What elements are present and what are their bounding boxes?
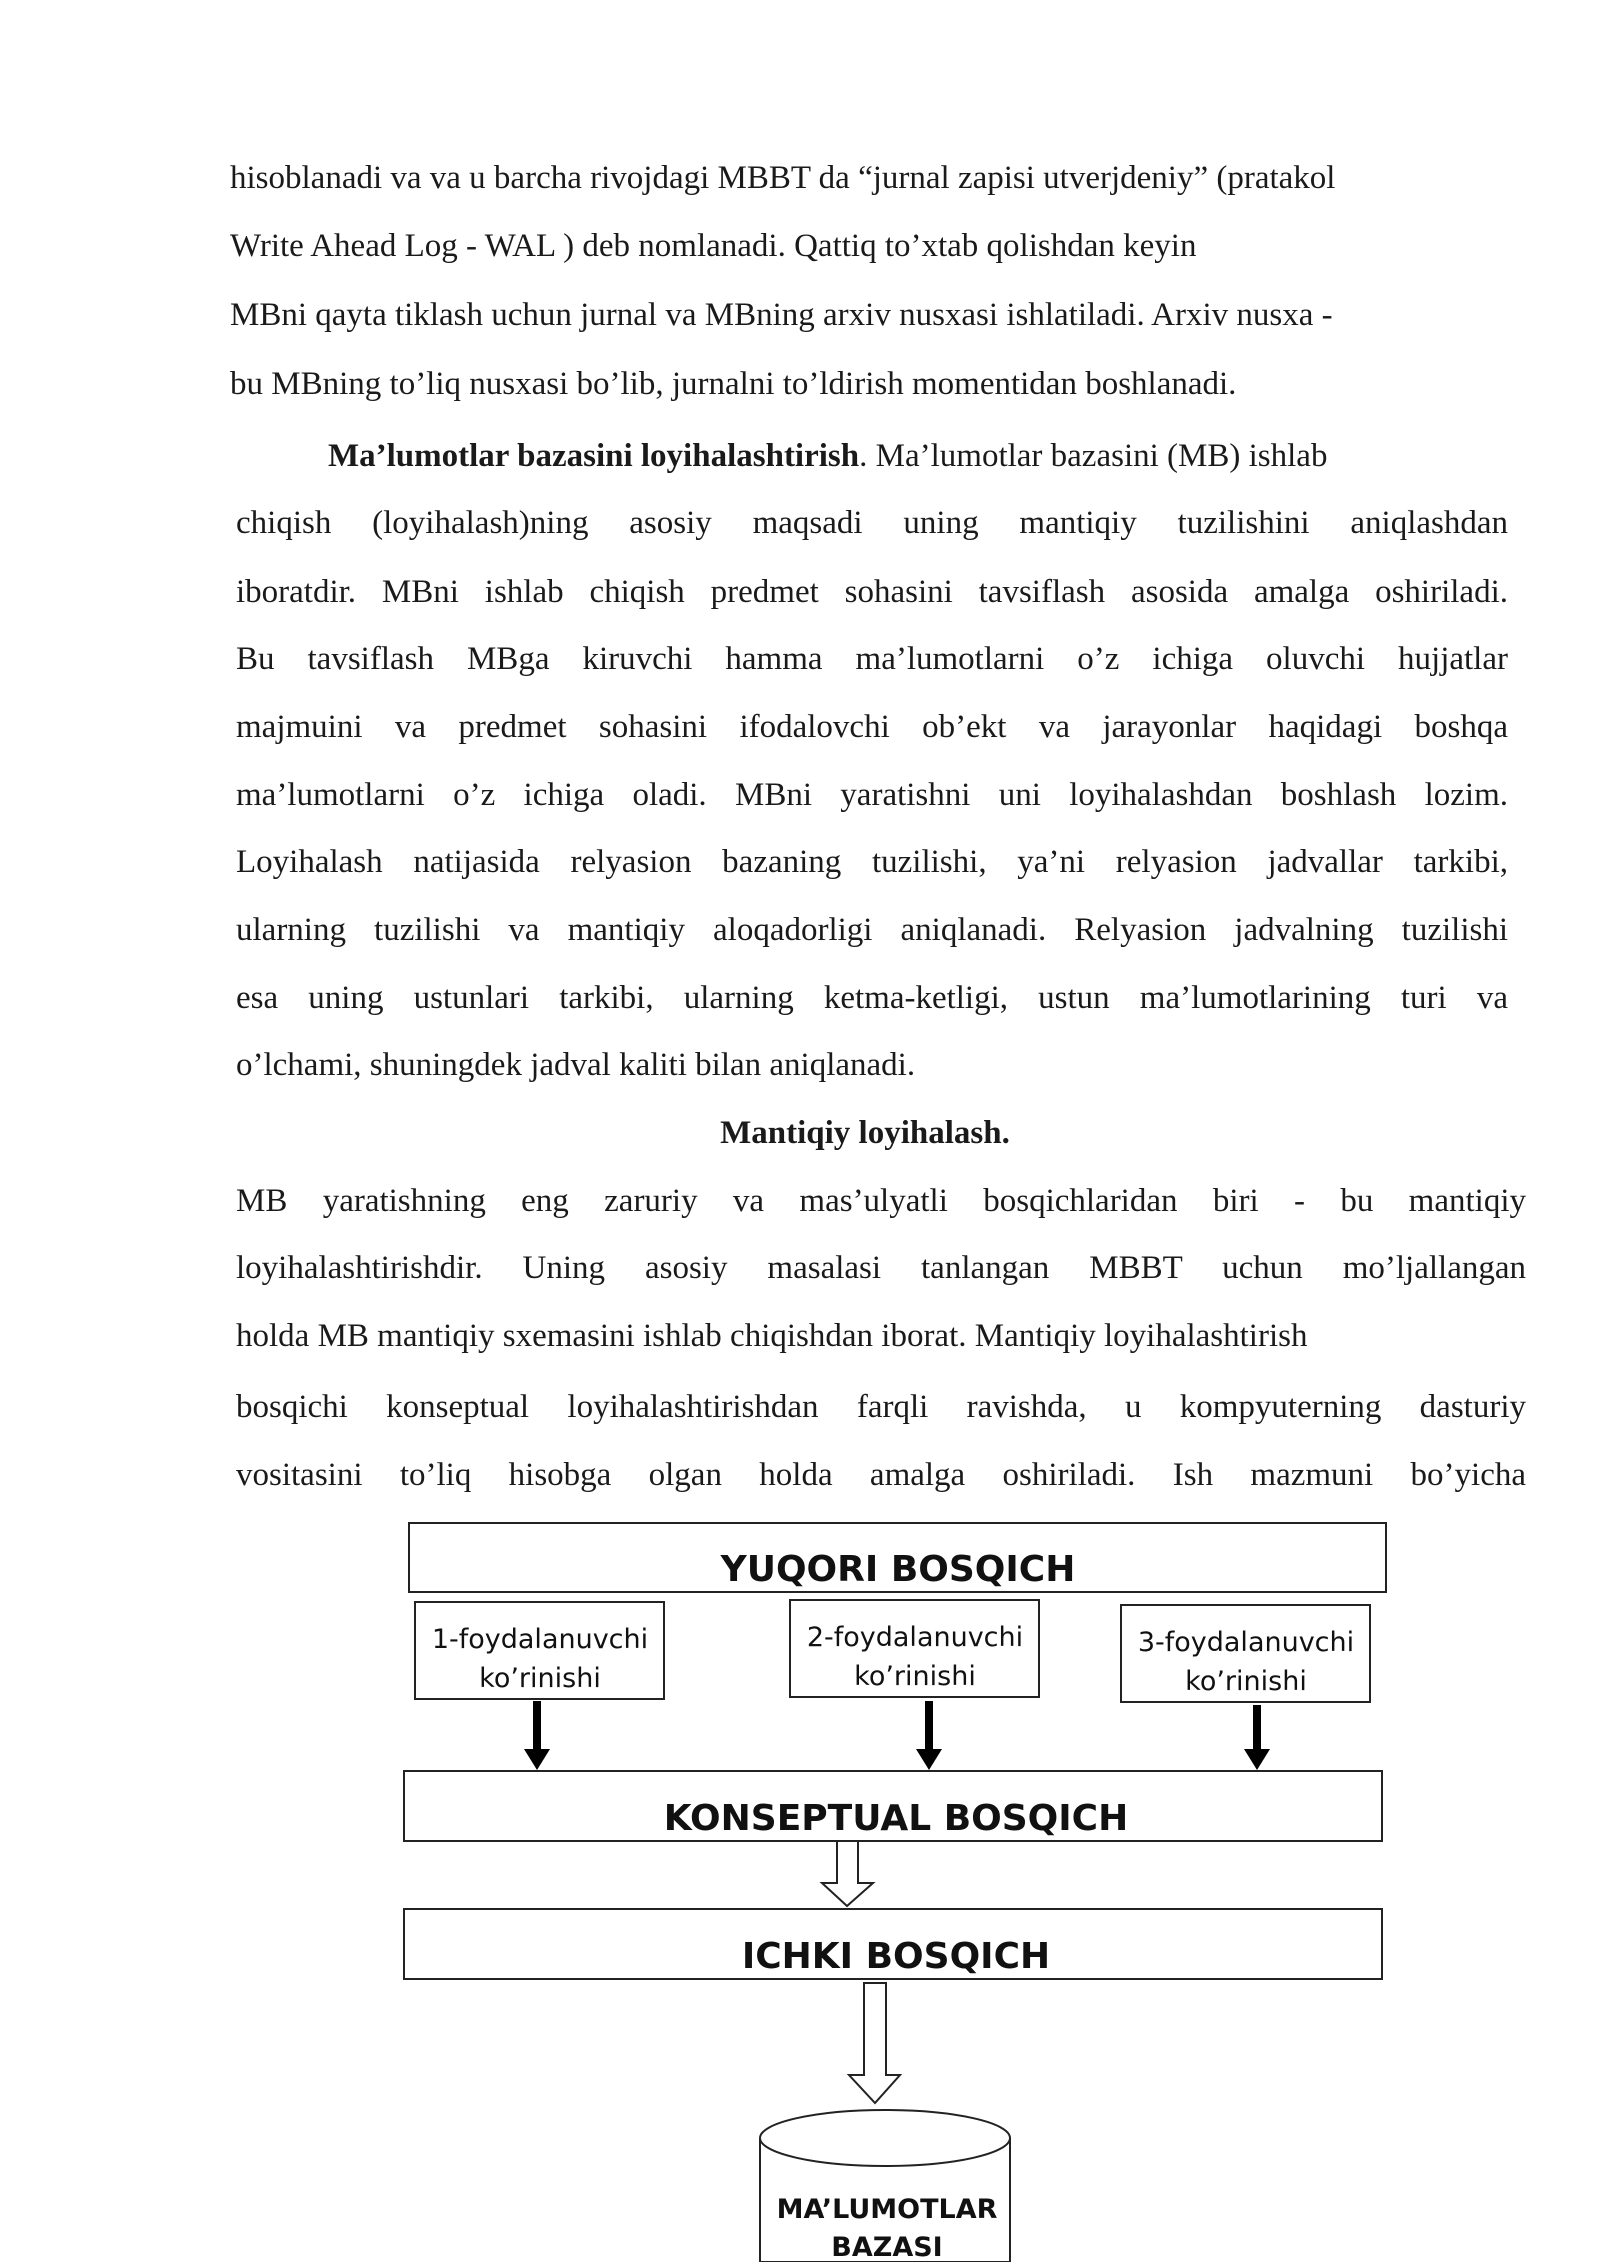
user-view-label: ko’rinishi: [1185, 1666, 1307, 1697]
text-line: bu MBning to’liq nusxasi bo’lib, jurnalni to’ldirish momentidan boshlanadi.: [230, 366, 1237, 402]
section-heading-text: Mantiqiy loyihalash.: [720, 1115, 1010, 1151]
black-arrow-1: [524, 1701, 550, 1770]
text-line: Bu tavsiflash MBga kiruvchi hamma ma’lumotlarni o’z ichiga oluvchi hujjatlar: [236, 641, 1508, 677]
black-arrow-3: [1244, 1705, 1270, 1770]
database-label: MA’LUMOTLAR: [776, 2194, 998, 2225]
hollow-arrow-2: [849, 1983, 900, 2103]
text-line: bosqichi konseptual loyihalashtirishdan farqli ravishda, u kompyuterning dasturiy: [236, 1389, 1526, 1425]
database-cylinder: [760, 2110, 1010, 2262]
text-line: vositasini to’liq hisobga olgan holda amalga oshiriladi. Ish mazmuni bo’yicha: [236, 1457, 1526, 1493]
top-level-box: [409, 1523, 1386, 1592]
text-line: ma’lumotlarni o’z ichiga oladi. MBni yaratishni uni loyihalashdan boshlash lozim.: [236, 777, 1508, 813]
user-view-label: ko’rinishi: [854, 1661, 976, 1692]
text-span: . Ma’lumotlar bazasini (MB) ishlab: [859, 438, 1328, 474]
database-label: BAZASI: [831, 2232, 943, 2262]
internal-level-label: ICHKI BOSQICH: [741, 1936, 1051, 1977]
text-line: iboratdir. MBni ishlab chiqish predmet sohasini tavsiflash asosida amalga oshiriladi.: [236, 574, 1508, 610]
conceptual-level-label: KONSEPTUAL BOSQICH: [663, 1798, 1129, 1839]
user-view-label: 1-foydalanuvchi: [431, 1624, 649, 1655]
user-view-label: ko’rinishi: [479, 1663, 601, 1694]
internal-level-box: [404, 1909, 1382, 1979]
text-line: majmuini va predmet sohasini ifodalovchi ob’ekt va jarayonlar haqidagi boshqa: [236, 709, 1508, 745]
text-line: chiqish (loyihalash)ning asosiy maqsadi uning mantiqiy tuzilishini aniqlashdan: [236, 505, 1508, 541]
user-view-box-1: [415, 1602, 664, 1699]
text-line: loyihalashtirishdir. Uning asosiy masalasi tanlangan MBBT uchun mo’ljallangan: [236, 1250, 1526, 1286]
hollow-arrow-1: [822, 1841, 873, 1906]
text-line: MB yaratishning eng zaruriy va mas’ulyatli bosqichlaridan biri - bu mantiqiy: [236, 1183, 1526, 1219]
top-level-label: YUQORI BOSQICH: [720, 1549, 1076, 1590]
user-view-box-2: [790, 1600, 1039, 1697]
user-view-label: 3-foydalanuvchi: [1137, 1627, 1355, 1658]
text-line: ularning tuzilishi va mantiqiy aloqadorligi aniqlanadi. Relyasion jadvalning tuzilishi: [236, 912, 1508, 948]
text-line: holda MB mantiqiy sxemasini ishlab chiqishdan iborat. Mantiqiy loyihalashtirish: [236, 1318, 1308, 1354]
user-view-label: 2-foydalanuvchi: [806, 1622, 1024, 1653]
conceptual-level-box: [404, 1771, 1382, 1841]
text-line: Write Ahead Log - WAL ) deb nomlanadi. Qattiq to’xtab qolishdan keyin: [230, 228, 1197, 264]
text-line: hisoblanadi va va u barcha rivojdagi MBBT da “jurnal zapisi utverjdeniy” (pratakol: [230, 160, 1336, 196]
user-view-box-3: [1121, 1605, 1370, 1702]
text-line: MBni qayta tiklash uchun jurnal va MBning arxiv nusxasi ishlatiladi. Arxiv nusxa -: [230, 297, 1333, 333]
text-line: Loyihalash natijasida relyasion bazaning tuzilishi, ya’ni relyasion jadvallar tarkibi,: [236, 844, 1508, 880]
text-line: o’lchami, shuningdek jadval kaliti bilan aniqlanadi.: [236, 1047, 916, 1083]
text-line: esa uning ustunlari tarkibi, ularning ketma-ketligi, ustun ma’lumotlarining turi va: [236, 980, 1508, 1016]
black-arrow-2: [916, 1701, 942, 1770]
section-title-database-design: Ma’lumotlar bazasini loyihalashtirish: [328, 438, 860, 474]
